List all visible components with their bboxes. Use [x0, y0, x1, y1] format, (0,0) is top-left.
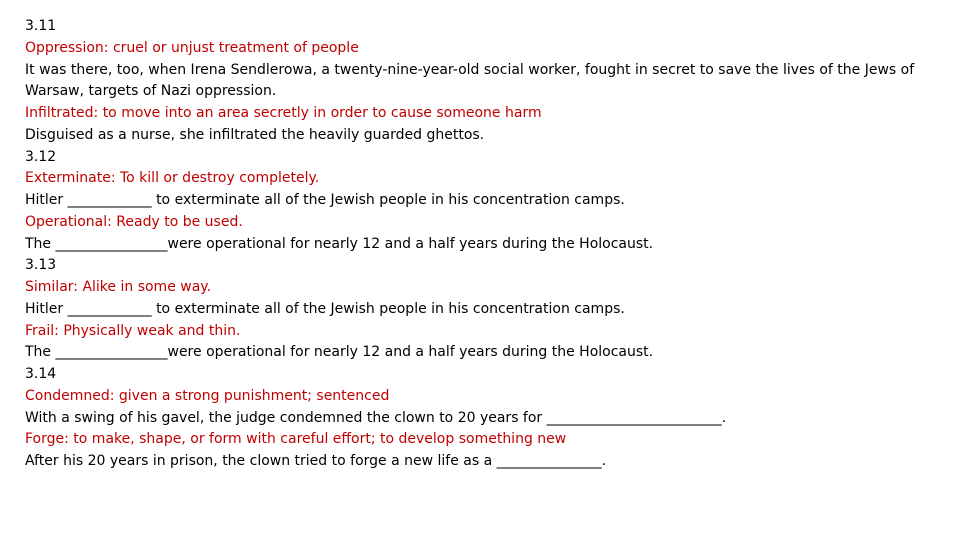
vocab-definition: Oppression: cruel or unjust treatment of people — [25, 39, 359, 56]
example-sentence: After his 20 years in prison, the clown tried to forge a new life as a _______________. — [25, 453, 607, 469]
example-sentence: The ________________were operational for nearly 12 and a half years during the Holocaust. — [25, 235, 654, 252]
vocab-definition: Operational: Ready to be used. — [25, 213, 243, 230]
example-sentence: Hitler ____________ to exterminate all of the Jewish people in his concentration camps. — [25, 192, 625, 208]
vocab-definition: Infiltrated: to move into an area secretly in order to cause someone harm — [25, 105, 542, 121]
vocab-definition: Frail: Physically weak and thin. — [25, 322, 241, 339]
vocab-definition: Similar: Alike in some way. — [25, 279, 212, 295]
section-number: 3.14 — [25, 366, 57, 382]
section-number: 3.11 — [25, 18, 57, 34]
example-sentence: Disguised as a nurse, she infiltrated the heavily guarded ghettos. — [25, 126, 485, 143]
example-sentence: With a swing of his gavel, the judge condemned the clown to 20 years for _________________________. — [25, 409, 727, 426]
example-sentence: The ________________were operational for nearly 12 and a half years during the Holocaust. — [25, 344, 654, 361]
vocab-definition: Exterminate: To kill or destroy completely. — [25, 170, 320, 187]
vocab-definition: Condemned: given a strong punishment; sentenced — [25, 387, 390, 404]
vocab-definition: Forge: to make, shape, or form with careful effort; to develop something new — [25, 431, 567, 448]
section-number: 3.12 — [25, 148, 57, 165]
example-sentence: Hitler ____________ to exterminate all of the Jewish people in his concentration camps. — [25, 300, 625, 317]
slide-content — [25, 16, 945, 473]
example-sentence: It was there, too, when Irena Sendlerowa, a twenty-nine-year-old social worker, fought in secret to save the lives of the Jews of Warsaw, targets of Nazi oppression. — [25, 61, 915, 100]
section-number: 3.13 — [25, 257, 57, 274]
